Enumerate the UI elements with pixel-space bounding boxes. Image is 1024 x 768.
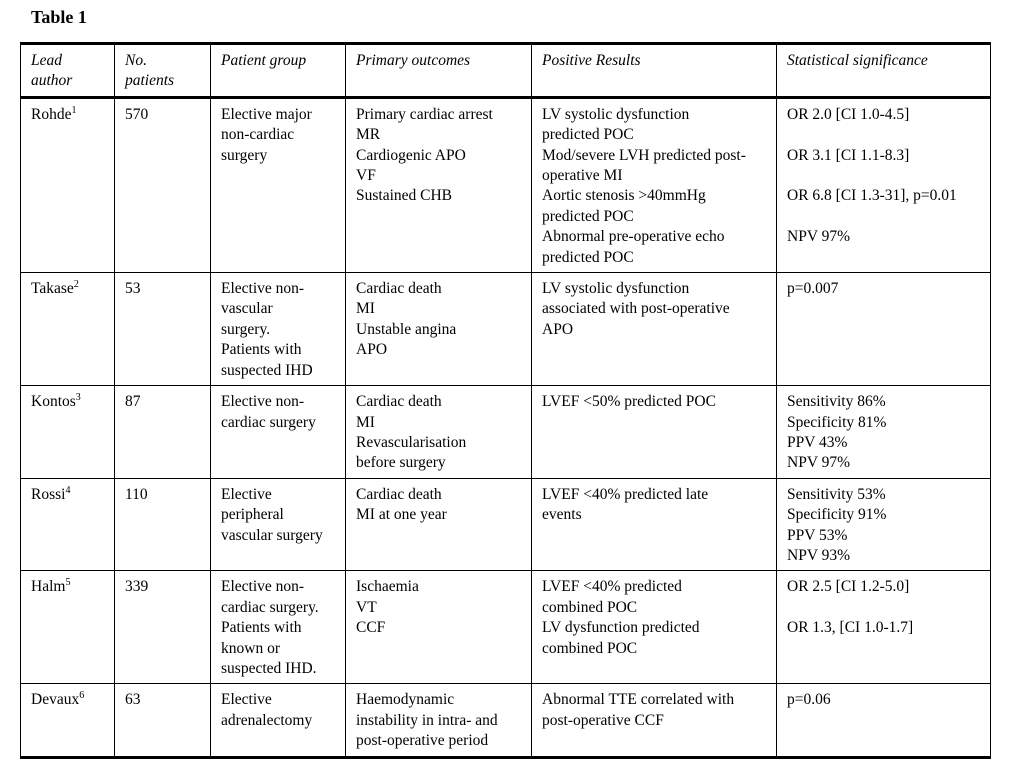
cell-statistical-significance: [777, 684, 991, 757]
cell-positive-results-line: events: [542, 506, 582, 524]
cell-positive-results-line: LV systolic dysfunction: [542, 105, 690, 123]
cell-statistical-significance-line: p=0.06: [787, 691, 831, 709]
cell-statistical-significance-line: OR 6.8 [CI 1.3-31], p=0.01: [787, 187, 957, 205]
cell-primary-outcomes-line: Unstable angina: [356, 320, 457, 338]
cell-author: [21, 273, 115, 386]
header-text: Statistical significance: [787, 52, 928, 69]
cell-positive-results: [532, 684, 777, 757]
cell-patient-group-line: vascular: [221, 300, 273, 318]
header-text: Primary outcomes: [356, 52, 471, 69]
author-name: Rohde: [31, 105, 72, 123]
author-name: Kontos: [31, 393, 76, 411]
header-positive-results: [532, 44, 777, 98]
cell-primary-outcomes-line: APO: [356, 341, 388, 359]
cell-author: [21, 386, 115, 479]
header-patient-group: [211, 44, 346, 98]
cell-primary-outcomes-line: Cardiac death: [356, 393, 442, 411]
cell-statistical-significance-line: [787, 125, 981, 145]
cell-primary-outcomes: [346, 478, 532, 571]
cell-patients: 110: [115, 478, 211, 571]
header-text: patients: [125, 72, 175, 90]
table-row: [21, 684, 991, 757]
cell-patient-group-line: surgery.: [221, 320, 271, 338]
reference-number: 1: [71, 104, 77, 116]
cell-positive-results-line: LV dysfunction predicted: [542, 619, 700, 637]
cell-primary-outcomes-line: Ischaemia: [356, 578, 419, 596]
cell-patient-group-line: peripheral: [221, 506, 284, 524]
cell-primary-outcomes-line: VT: [356, 598, 377, 616]
cell-statistical-significance-line: [787, 207, 981, 227]
cell-statistical-significance-line: PPV 53%: [787, 526, 848, 544]
cell-patient-group-line: surgery: [221, 146, 268, 164]
cell-positive-results-line: predicted POC: [542, 248, 634, 266]
cell-primary-outcomes-line: MI: [356, 413, 375, 431]
cell-positive-results-line: Abnormal pre-operative echo: [542, 228, 725, 246]
author-name: Halm: [31, 578, 66, 596]
cell-positive-results: [532, 571, 777, 684]
cell-statistical-significance-line: OR 2.5 [CI 1.2-5.0]: [787, 578, 910, 596]
cell-patient-group-line: cardiac surgery: [221, 413, 316, 431]
cell-primary-outcomes-line: Cardiac death: [356, 485, 442, 503]
cell-primary-outcomes-line: Cardiogenic APO: [356, 146, 466, 164]
cell-statistical-significance-line: OR 2.0 [CI 1.0-4.5]: [787, 105, 910, 123]
cell-patient-group-line: adrenalectomy: [221, 711, 313, 729]
cell-positive-results-line: operative MI: [542, 167, 623, 185]
table-body: [21, 97, 991, 757]
cell-statistical-significance-line: Specificity 91%: [787, 506, 887, 524]
header-primary-outcomes: [346, 44, 532, 98]
cell-author: [21, 571, 115, 684]
cell-primary-outcomes-line: MI at one year: [356, 506, 447, 524]
cell-positive-results-line: Aortic stenosis >40mmHg: [542, 187, 706, 205]
cell-patient-group-line: non-cardiac: [221, 126, 295, 144]
cell-statistical-significance-line: OR 3.1 [CI 1.1-8.3]: [787, 146, 910, 164]
cell-positive-results: [532, 478, 777, 571]
reference-number: 3: [75, 391, 81, 403]
cell-statistical-significance-line: PPV 43%: [787, 433, 848, 451]
reference-number: 6: [79, 690, 85, 702]
cell-statistical-significance-line: NPV 93%: [787, 546, 851, 564]
cell-statistical-significance: [777, 273, 991, 386]
cell-positive-results-line: LVEF <40% predicted late: [542, 485, 709, 503]
cell-statistical-significance-line: Specificity 81%: [787, 413, 887, 431]
cell-positive-results-line: Abnormal TTE correlated with: [542, 691, 735, 709]
cell-patients: 87: [115, 386, 211, 479]
cell-patient-group: [211, 478, 346, 571]
cell-patient-group-line: Elective major: [221, 105, 312, 123]
header-no-patients: [115, 44, 211, 98]
cell-statistical-significance-line: NPV 97%: [787, 454, 851, 472]
cell-primary-outcomes: [346, 97, 532, 272]
cell-patient-group-line: Elective non-: [221, 280, 305, 298]
cell-patient-group-line: suspected IHD.: [221, 659, 317, 677]
cell-positive-results-line: predicted POC: [542, 126, 634, 144]
header-statistical-significance: [777, 44, 991, 98]
cell-statistical-significance-line: Sensitivity 86%: [787, 393, 886, 411]
author-name: Takase: [31, 280, 74, 298]
cell-patient-group-line: Elective: [221, 691, 272, 709]
cell-positive-results-line: associated with post-operative: [542, 300, 730, 318]
cell-statistical-significance-line: NPV 97%: [787, 228, 851, 246]
header-text: No.: [125, 52, 147, 69]
cell-statistical-significance: [777, 478, 991, 571]
cell-statistical-significance: [777, 97, 991, 272]
cell-patient-group-line: Patients with: [221, 341, 302, 359]
cell-positive-results-line: LVEF <40% predicted: [542, 578, 682, 596]
table-row: [21, 571, 991, 684]
study-table: [20, 42, 991, 759]
cell-positive-results-line: post-operative CCF: [542, 711, 664, 729]
cell-primary-outcomes-line: VF: [356, 167, 376, 185]
cell-statistical-significance-line: Sensitivity 53%: [787, 485, 886, 503]
cell-patients: 570: [115, 97, 211, 272]
cell-statistical-significance-line: OR 1.3, [CI 1.0-1.7]: [787, 619, 914, 637]
cell-primary-outcomes-line: MI: [356, 300, 375, 318]
cell-primary-outcomes: [346, 571, 532, 684]
cell-positive-results-line: combined POC: [542, 598, 638, 616]
cell-primary-outcomes-line: instability in intra- and: [356, 711, 498, 729]
cell-primary-outcomes-line: Cardiac death: [356, 280, 442, 298]
cell-statistical-significance-line: p=0.007: [787, 280, 839, 298]
cell-author: [21, 684, 115, 757]
cell-statistical-significance: [777, 386, 991, 479]
cell-primary-outcomes-line: post-operative period: [356, 732, 489, 750]
cell-patients: 53: [115, 273, 211, 386]
table-row: [21, 273, 991, 386]
cell-patient-group: [211, 684, 346, 757]
cell-primary-outcomes-line: Haemodynamic: [356, 691, 455, 709]
cell-positive-results: [532, 386, 777, 479]
cell-primary-outcomes-line: before surgery: [356, 454, 446, 472]
cell-patient-group-line: vascular surgery: [221, 526, 323, 544]
cell-primary-outcomes-line: Primary cardiac arrest: [356, 105, 493, 123]
cell-author: [21, 478, 115, 571]
cell-primary-outcomes: [346, 273, 532, 386]
reference-number: 2: [73, 278, 79, 290]
cell-positive-results-line: predicted POC: [542, 207, 634, 225]
table-row: [21, 97, 991, 272]
cell-patients: 339: [115, 571, 211, 684]
cell-patient-group-line: Elective: [221, 485, 272, 503]
cell-patient-group-line: known or: [221, 639, 280, 657]
cell-patient-group: [211, 571, 346, 684]
cell-author: [21, 97, 115, 272]
cell-statistical-significance: [777, 571, 991, 684]
table-title: Table 1: [31, 7, 87, 27]
author-name: Devaux: [31, 691, 80, 709]
header-lead-author: [21, 44, 115, 98]
cell-patient-group-line: cardiac surgery.: [221, 598, 319, 616]
cell-positive-results: [532, 97, 777, 272]
cell-statistical-significance-line: [787, 598, 981, 618]
cell-positive-results: [532, 273, 777, 386]
cell-statistical-significance-line: [787, 166, 981, 186]
header-text: Positive Results: [542, 52, 641, 69]
cell-positive-results-line: LV systolic dysfunction: [542, 280, 690, 298]
reference-number: 5: [65, 577, 71, 589]
cell-primary-outcomes-line: Sustained CHB: [356, 187, 453, 205]
cell-primary-outcomes-line: CCF: [356, 619, 386, 637]
author-name: Rossi: [31, 485, 66, 503]
cell-primary-outcomes: [346, 684, 532, 757]
cell-patient-group: [211, 273, 346, 386]
table-row: [21, 386, 991, 479]
cell-primary-outcomes-line: Revascularisation: [356, 433, 467, 451]
cell-positive-results-line: APO: [542, 320, 574, 338]
cell-patient-group-line: Elective non-: [221, 578, 305, 596]
table-row: [21, 478, 991, 571]
cell-patient-group-line: Patients with: [221, 619, 302, 637]
cell-primary-outcomes: [346, 386, 532, 479]
cell-patient-group-line: Elective non-: [221, 393, 305, 411]
cell-patient-group: [211, 97, 346, 272]
cell-positive-results-line: LVEF <50% predicted POC: [542, 393, 716, 411]
header-text: author: [31, 72, 73, 90]
header-text: Patient group: [221, 52, 307, 69]
header-text: Lead: [31, 52, 62, 69]
reference-number: 4: [65, 484, 71, 496]
cell-patients: 63: [115, 684, 211, 757]
cell-patient-group-line: suspected IHD: [221, 361, 313, 379]
cell-primary-outcomes-line: MR: [356, 126, 381, 144]
cell-positive-results-line: combined POC: [542, 639, 638, 657]
cell-positive-results-line: Mod/severe LVH predicted post-: [542, 146, 746, 164]
cell-patient-group: [211, 386, 346, 479]
header-row: [21, 44, 991, 98]
